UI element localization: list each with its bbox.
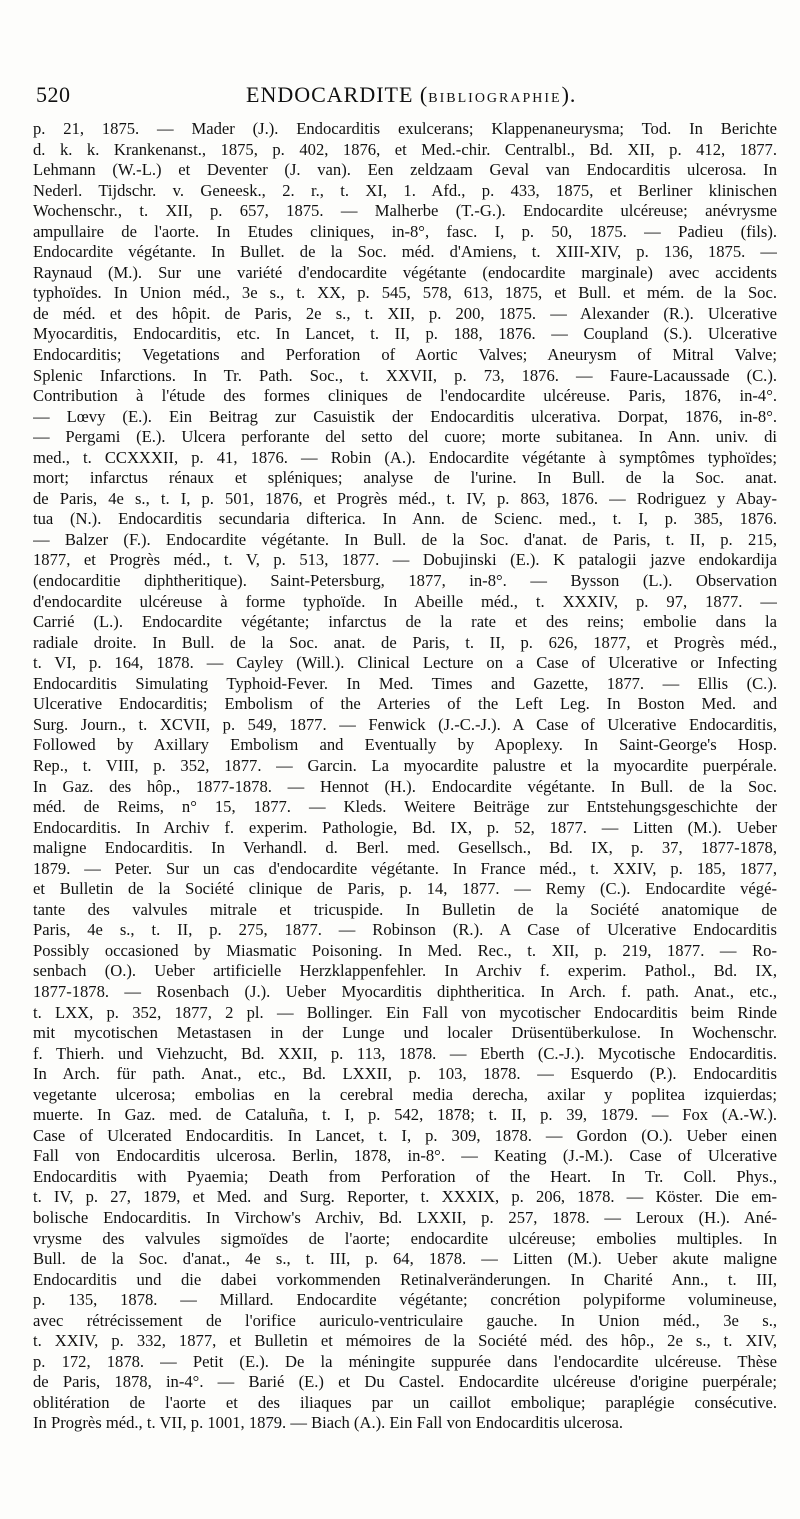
text-line: Endocarditis; Vegetations and Perforation of Aortic Valves; Aneurysm of Mitral Valve; [33,345,777,365]
text-line: 1877, et Progrès méd., t. V, p. 513, 1877. — Dobujinski (E.). K patalogii jazve endokardija [33,550,777,570]
text-line: p. 21, 1875. — Mader (J.). Endocarditis exulcerans; Klappenaneurysma; Tod. In Berichte [33,119,777,138]
bibliography-text [33,119,777,1434]
text-line: Bull. de la Soc. d'anat., 4e s., t. III, p. 64, 1878. — Litten (M.). Ueber akute maligne [33,1249,777,1269]
text-line: In Progrès méd., t. VII, p. 1001, 1879. — Biach (A.). Ein Fall von Endocarditis ulcerosa. [33,1413,624,1433]
running-title-end: ). [561,82,577,107]
text-line: Endocarditis with Pyaemia; Death from Perforation of the Heart. In Tr. Coll. Phys., [33,1166,777,1186]
text-line: Followed by Axillary Embolism and Eventually by Apoplexy. In Saint-George's Hosp. [33,735,777,755]
page-number: 520 [36,82,71,107]
text-line: méd. de Reims, n° 15, 1877. — Kleds. Weitere Beiträge zur Entstehungsgeschichte der [33,797,777,817]
text-line: Carrié (L.). Endocardite végétante; infarctus de la rate et des reins; embolie dans la [33,612,777,632]
text-line: p. 172, 1878. — Petit (E.). De la méningite suppurée dans l'endocardite ulcéreuse. Thèse [33,1351,777,1371]
text-line: Paris, 4e s., t. II, p. 275, 1877. — Robinson (R.). A Case of Ulcerative Endocarditis [33,920,777,940]
text-line: — Balzer (F.). Endocardite végétante. In Bull. de la Soc. d'anat. de Paris, t. II, p. 215, [33,529,777,549]
text-line: Fall von Endocarditis ulcerosa. Berlin, 1878, in-8°. — Keating (J.-M.). Case of Ulcerative [33,1146,777,1166]
text-line: ampullaire de l'aorte. In Etudes cliniques, in-8°, fasc. I, p. 50, 1875. — Padieu (fils). [33,221,777,241]
text-line: In Gaz. des hôp., 1877-1878. — Hennot (H.). Endocardite végétante. In Bull. de la Soc. [33,776,777,796]
text-line: Possibly occasioned by Miasmatic Poisoning. In Med. Rec., t. XII, p. 219, 1877. — Ro- [33,940,777,960]
text-line: tua (N.). Endocarditis secundaria difterica. In Ann. de Scienc. med., t. I, p. 385, 1876. [33,509,777,529]
text-line: avec rétrécissement de l'orifice auriculo-ventriculaire gauche. In Union méd., 3e s., [33,1310,777,1330]
text-line: Lehmann (W.-L.) et Deventer (J. van). Een zeldzaam Geval van Endocarditis ulcerosa. In [33,160,777,180]
running-title-subtitle: BIBLIOGRAPHIE [428,91,562,106]
text-line: 1879. — Peter. Sur un cas d'endocardite végétante. In France méd., t. XXIV, p. 185, 1877, [33,858,777,878]
text-line: Rep., t. VIII, p. 352, 1877. — Garcin. La myocardite palustre et la myocardite puerpérale. [33,755,777,775]
text-line: Wochenschr., t. XII, p. 657, 1875. — Malherbe (T.-G.). Endocardite ulcéreuse; anévrysme [33,201,777,221]
text-line: de Paris, 1878, in-4°. — Barié (E.) et Du Castel. Endocardite ulcéreuse d'origine puerpérale; [33,1372,777,1392]
text-line: Endocarditis Simulating Typhoid-Fever. In Med. Times and Gazette, 1877. — Ellis (C.). [33,673,777,693]
page-header [36,82,776,112]
text-line: tante des valvules mitrale et tricuspide. In Bulletin de la Société anatomique de [33,899,777,919]
text-line: d. k. k. Krankenanst., 1875, p. 402, 1876, et Med.-chir. Centralbl., Bd. XII, p. 412, 1877. [33,139,777,159]
text-line: de méd. et des hôpit. de Paris, 2e s., t. XII, p. 200, 1875. — Alexander (R.). Ulcerative [33,303,777,323]
text-line: mort; infarctus rénaux et spléniques; analyse de l'urine. In Bull. de la Soc. anat. [33,468,777,488]
text-line: t. XXIV, p. 332, 1877, et Bulletin et mémoires de la Société méd. des hôp., 2e s., t. XIV, [33,1331,777,1351]
text-line: et Bulletin de la Société clinique de Paris, p. 14, 1877. — Remy (C.). Endocardite végé- [33,879,777,899]
text-line: Endocarditis und die dabei vorkommenden Retinalveränderungen. In Charité Ann., t. III, [33,1269,777,1289]
text-line: bolische Endocarditis. In Virchow's Archiv, Bd. LXXII, p. 257, 1878. — Leroux (H.). Ané- [33,1207,777,1227]
text-line: t. VI, p. 164, 1878. — Cayley (Will.). Clinical Lecture on a Case of Ulcerative or Infecting [33,653,777,673]
text-line: Surg. Journ., t. XCVII, p. 549, 1877. — Fenwick (J.-C.-J.). A Case of Ulcerative Endocarditis, [33,714,777,734]
text-line: — Lœvy (E.). Ein Beitrag zur Casuistik der Endocarditis ulcerativa. Dorpat, 1876, in-8°. [33,406,777,426]
text-line: 1877-1878. — Rosenbach (J.). Ueber Myocarditis diphtheritica. In Arch. f. path. Anat., etc., [33,981,777,1001]
text-line: Case of Ulcerated Endocarditis. In Lancet, t. I, p. 309, 1878. — Gordon (O.). Ueber einen [33,1125,777,1145]
text-line: Ulcerative Endocarditis; Embolism of the Arteries of the Left Leg. In Boston Med. and [33,694,777,714]
text-line: Endocardite végétante. In Bullet. de la Soc. méd. d'Amiens, t. XIII-XIV, p. 136, 1875. — [33,242,777,262]
text-line: oblitération de l'aorte et des iliaques par un caillot embolique; paraplégie consécutive. [33,1392,777,1412]
text-line: Splenic Infarctions. In Tr. Path. Soc., t. XXVII, p. 73, 1876. — Faure-Lacaussade (C.). [33,365,777,385]
text-line: radiale droite. In Bull. de la Soc. anat. de Paris, t. II, p. 626, 1877, et Progrès méd., [33,632,777,652]
text-line: typhoïdes. In Union méd., 3e s., t. XX, p. 545, 578, 613, 1875, et Bull. et mém. de la Soc. [33,283,777,303]
text-line: Myocarditis, Endocarditis, etc. In Lancet, t. II, p. 188, 1876. — Coupland (S.). Ulcerative [33,324,777,344]
text-line: de Paris, 4e s., t. I, p. 501, 1876, et Progrès méd., t. IV, p. 863, 1876. — Rodriguez y Abay- [33,488,777,508]
text-line: f. Thierh. und Viehzucht, Bd. XXII, p. 113, 1878. — Eberth (C.-J.). Mycotische Endocarditis. [33,1043,777,1063]
text-line: vegetante ulcerosa; embolias en la cerebral media derecha, axilar y poplitea izquierdas; [33,1084,777,1104]
text-line: Raynaud (M.). Sur une variété d'endocardite végétante (endocardite marginale) avec accidents [33,262,777,282]
text-line: t. IV, p. 27, 1879, et Med. and Surg. Reporter, t. XXXIX, p. 206, 1878. — Köster. Die em- [33,1187,777,1207]
text-line: — Pergami (E.). Ulcera perforante del setto del cuore; morte subitanea. In Ann. univ. di [33,427,777,447]
text-line: (endocarditie diphtheritique). Saint-Petersburg, 1877, in-8°. — Bysson (L.). Observation [33,571,777,591]
text-line: In Arch. für path. Anat., etc., Bd. LXXII, p. 103, 1878. — Esquerdo (P.). Endocarditis [33,1064,777,1084]
running-title [246,82,576,108]
text-line: maligne Endocarditis. In Verhandl. d. Berl. med. Gesellsch., Bd. IX, p. 37, 1877-1878, [33,838,777,858]
text-line: d'endocardite ulcéreuse à forme typhoïde. In Abeille méd., t. XXXIV, p. 97, 1877. — [33,591,777,611]
text-line: senbach (O.). Ueber artificielle Herzklappenfehler. In Archiv f. experim. Pathol., Bd. IX, [33,961,777,981]
text-line: Nederl. Tijdschr. v. Geneesk., 2. r., t. XI, 1. Afd., p. 433, 1875, et Berliner klinischen [33,180,777,200]
text-line: vrysme des valvules sigmoïdes de l'aorte; endocardite ulcéreuse; embolies multiples. In [33,1228,777,1248]
text-line: mit mycotischen Metastasen in der Lunge und localer Drüsentüberkulose. In Wochenschr. [33,1023,777,1043]
text-line: Contribution à l'étude des formes cliniques de l'endocardite ulcéreuse. Paris, 1876, in-4°. [33,386,777,406]
text-line: p. 135, 1878. — Millard. Endocardite végétante; concrétion polypiforme volumineuse, [33,1290,777,1310]
text-line: t. LXX, p. 352, 1877, 2 pl. — Bollinger. Ein Fall von mycotischer Endocarditis beim Rinde [33,1002,777,1022]
text-line: Endocarditis. In Archiv f. experim. Pathologie, Bd. IX, p. 52, 1877. — Litten (M.). Ueber [33,817,777,837]
text-line: med., t. CCXXXII, p. 41, 1876. — Robin (A.). Endocardite végétante à symptômes typhoïdes; [33,447,777,467]
text-line: muerte. In Gaz. med. de Cataluña, t. I, p. 542, 1878; t. II, p. 39, 1879. — Fox (A.-W.). [33,1105,777,1125]
running-title-main: ENDOCARDITE ( [246,82,429,107]
